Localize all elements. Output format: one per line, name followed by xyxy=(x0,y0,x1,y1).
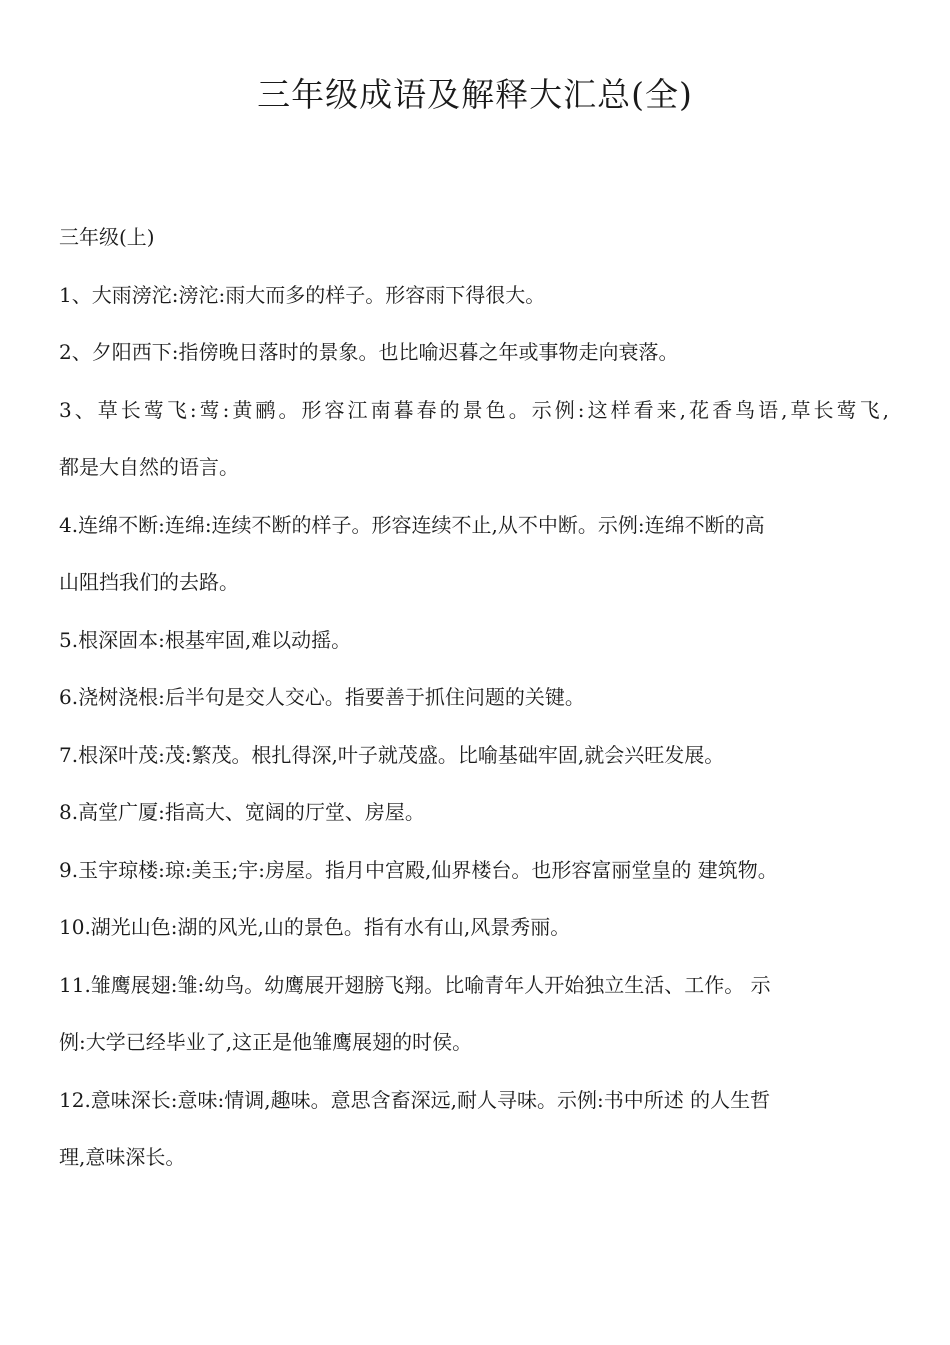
section-heading: 三年级(上) xyxy=(59,225,155,249)
text-line: 12.意味深长:意味:情调,趣味。意思含畜深远,耐人寻味。示例:书中所述 的人生哲 xyxy=(59,1087,771,1112)
document-body xyxy=(59,209,889,1187)
text-line: 11.雏鹰展翅:雏:幼鸟。幼鹰展开翅膀飞翔。比喻青年人开始独立生活、工作。 示 xyxy=(59,972,771,997)
text-line: 6.浇树浇根:后半句是交人交心。指要善于抓住问题的关键。 xyxy=(59,685,585,709)
text-line: 9.玉宇琼楼:琼:美玉;宇:房屋。指月中宫殿,仙界楼台。也形容富丽堂皇的 建筑物。 xyxy=(59,857,778,882)
text-line: 10.湖光山色:湖的风光,山的景色。指有水有山,风景秀丽。 xyxy=(59,915,571,939)
text-line: 4.连绵不断:连绵:连续不断的样子。形容连续不止,从不中断。示例:连绵不断的高 xyxy=(59,512,765,537)
text-line: 8.高堂广厦:指高大、宽阔的厅堂、房屋。 xyxy=(59,800,425,824)
page-title: 三年级成语及解释大汇总(全) xyxy=(257,75,693,114)
text-line: 理,意味深长。 xyxy=(59,1145,186,1169)
text-line: 1、大雨滂沱:滂沱:雨大而多的样子。形容雨下得很大。 xyxy=(59,282,546,307)
text-line: 5.根深固本:根基牢固,难以动摇。 xyxy=(59,627,352,652)
text-line: 2、夕阳西下:指傍晚日落时的景象。也比喻迟暮之年或事物走向衰落。 xyxy=(59,340,679,364)
text-line: 3、草长莺飞:莺:黄鹂。形容江南暮春的景色。示例:这样看来,花香鸟语,草长莺飞, xyxy=(59,397,889,422)
text-line: 山阻挡我们的去路。 xyxy=(59,570,239,594)
text-line: 都是大自然的语言。 xyxy=(59,455,239,479)
text-line: 例:大学已经毕业了,这正是他雏鹰展翅的时侯。 xyxy=(59,1030,473,1054)
text-line: 7.根深叶茂:茂:繁茂。根扎得深,叶子就茂盛。比喻基础牢固,就会兴旺发展。 xyxy=(59,742,725,767)
